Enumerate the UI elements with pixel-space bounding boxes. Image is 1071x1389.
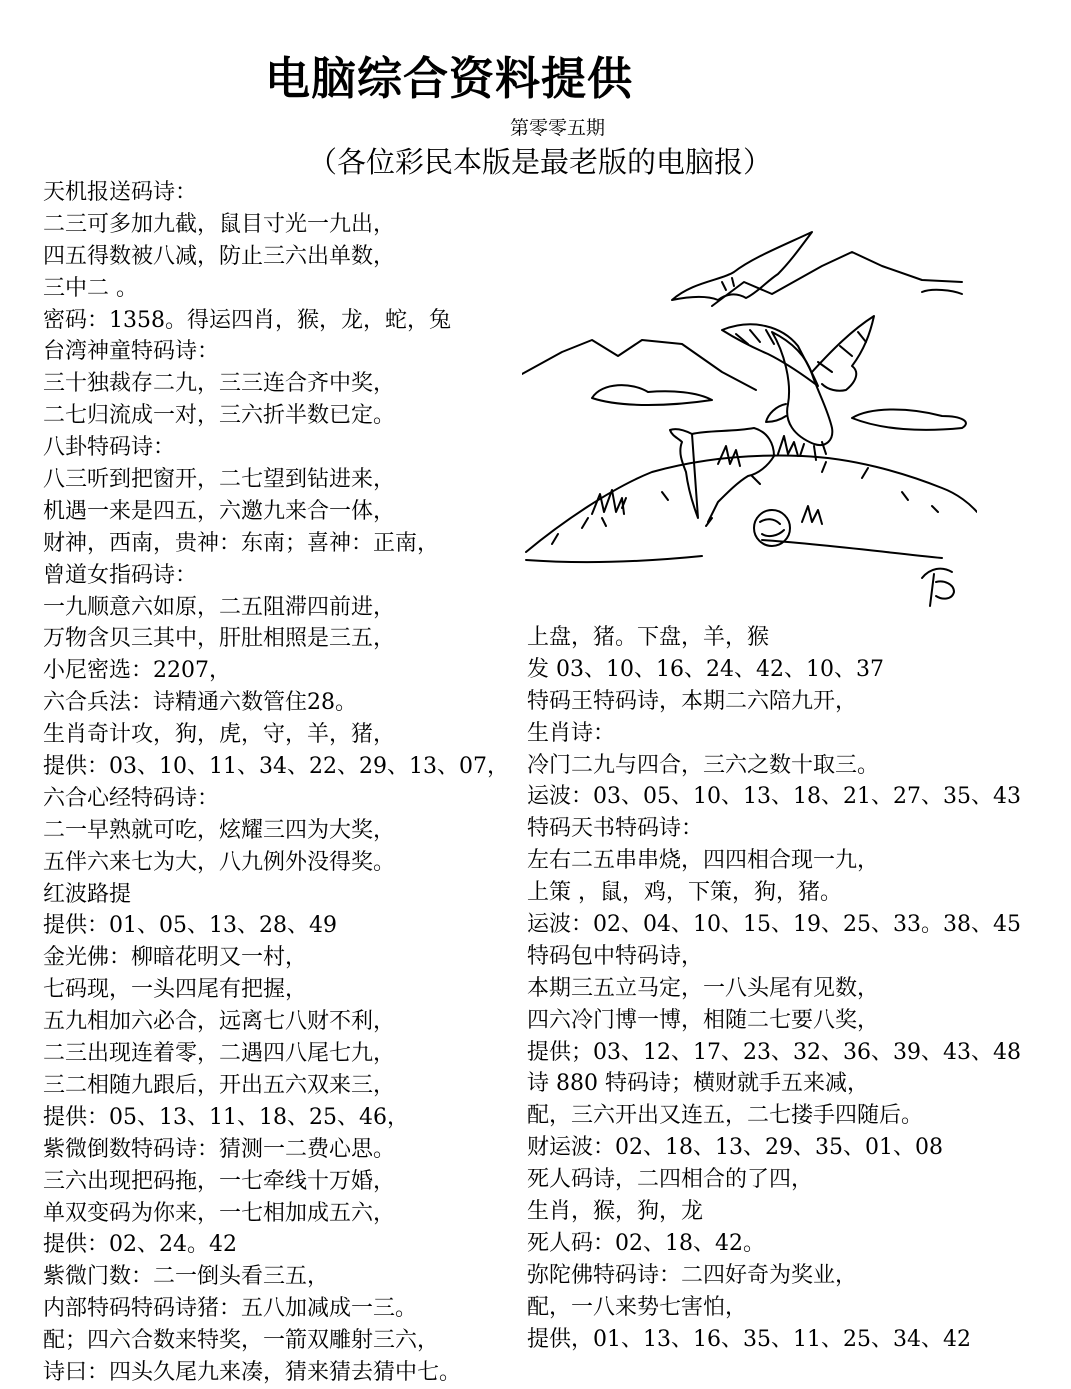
left-column-line: 金光佛：柳暗花明又一村， bbox=[43, 945, 308, 971]
right-column-line: 配，三六开出又连五，二七搂手四随后。 bbox=[527, 1103, 924, 1129]
left-column-line: 财神，西南，贵神：东南；喜神：正南， bbox=[43, 530, 440, 556]
right-column-line: 提供，01、13、16、35、11、25、34、42 bbox=[527, 1326, 971, 1352]
left-column-line: 一九顺意六如原，二五阻滞四前进， bbox=[43, 594, 396, 620]
artist-signature bbox=[922, 569, 954, 606]
cloud-right bbox=[852, 410, 966, 430]
left-column-line: 四五得数被八减，防止三六出单数， bbox=[43, 243, 396, 269]
issue-number: 第零零五期 bbox=[510, 117, 606, 139]
right-column-line: 特码天书特码诗： bbox=[527, 816, 704, 842]
left-column-line: 提供：01、05、13、28、49 bbox=[43, 913, 337, 939]
right-column-line: 运波：03、05、10、13、18、21、27、35、43 bbox=[527, 784, 1021, 810]
bat bbox=[672, 232, 812, 300]
left-column-line: 六合心经特码诗： bbox=[43, 785, 220, 811]
left-column-line: 台湾神童特码诗： bbox=[43, 339, 220, 365]
right-column-line: 特码王特码诗，本期二六陪九开， bbox=[527, 688, 858, 714]
left-column-line: 三十独裁存二九，三三连合齐中奖， bbox=[43, 371, 396, 397]
right-column-line: 财运波：02、18、13、29、35、01、08 bbox=[527, 1135, 943, 1161]
right-column-line: 死人码：02、18、42。 bbox=[527, 1230, 765, 1256]
left-column-line: 二三可多加九截，鼠目寸光一九出， bbox=[43, 211, 396, 237]
right-column-line: 左右二五串串烧，四四相合现一九， bbox=[527, 848, 880, 874]
right-column-line: 配，一八来势七害怕， bbox=[527, 1294, 748, 1320]
eagle-bat-illustration bbox=[522, 222, 977, 614]
right-column-line: 生肖，猴，狗，龙 bbox=[527, 1199, 704, 1225]
right-column-line: 上策 ，鼠，鸡，下策，狗，猪。 bbox=[527, 880, 842, 906]
left-column-line: 生肖奇计攻，狗，虎，守，羊，猪， bbox=[43, 722, 396, 748]
right-column-line: 运波：02、04、10、15、19、25、33。38、45 bbox=[527, 912, 1021, 938]
right-column-line: 上盘，猪。下盘，羊，猴 bbox=[527, 625, 770, 650]
right-column-line: 提供；03、12、17、23、32、36、39、43、48 bbox=[527, 1039, 1021, 1065]
left-column-line: 诗曰：四头久尾九来凑，猜来猜去猜中七。 bbox=[43, 1359, 462, 1385]
right-column-line: 发 03、10、16、24、42、10、37 bbox=[527, 656, 884, 682]
left-column-line: 红波路提 bbox=[43, 881, 132, 907]
left-column-line: 万物含贝三其中，肝肚相照是三五， bbox=[43, 626, 396, 652]
left-column-line: 天机报送码诗： bbox=[43, 180, 198, 205]
eagle-head bbox=[766, 404, 786, 422]
mountain-range-left bbox=[522, 340, 756, 390]
right-column-line: 本期三五立马定，一八头尾有见数， bbox=[527, 975, 880, 1001]
left-column-line: 三中二 。 bbox=[43, 275, 138, 301]
wolf bbox=[670, 428, 774, 522]
page-title: 电脑综合资料提供 bbox=[265, 52, 634, 105]
left-column-line: 小尼密选：2207， bbox=[43, 658, 231, 684]
left-column-line: 内部特码特码诗猪：五八加减成一三。 bbox=[43, 1296, 418, 1322]
cloud-left bbox=[592, 385, 712, 405]
left-column-line: 单双变码为你来，一七相加成五六， bbox=[43, 1200, 396, 1226]
left-column-line: 曾道女指码诗： bbox=[43, 562, 198, 588]
left-column-line: 三二相随九跟后，开出五六双来三， bbox=[43, 1072, 396, 1098]
right-column-line: 诗 880 特码诗；横财就手五来减， bbox=[527, 1071, 869, 1097]
left-text-column bbox=[43, 177, 513, 1389]
right-column-line: 特码包中特码诗， bbox=[527, 943, 704, 969]
left-column-line: 三六出现把码拖，一七牵线十万婚， bbox=[43, 1168, 396, 1194]
left-column-line: 紫微门数：二一倒头看三五， bbox=[43, 1264, 330, 1290]
left-column-line: 二一早熟就可吃，炫耀三四为大奖， bbox=[43, 817, 396, 843]
left-column-line: 配；四六合数来特奖，一箭双雕射三六， bbox=[43, 1328, 440, 1354]
left-column-line: 五九相加六必合，远离七八财不利， bbox=[43, 1009, 396, 1035]
left-column-line: 二七归流成一对，三六折半数已定。 bbox=[43, 403, 396, 429]
left-column-line: 六合兵法：诗精通六数管住28。 bbox=[43, 690, 357, 716]
left-column-line: 提供：02、24。42 bbox=[43, 1232, 237, 1258]
left-column-line: 密码：1358。得运四肖，猴，龙，蛇，兔 bbox=[43, 307, 451, 333]
hill bbox=[526, 456, 977, 552]
eagle-body bbox=[772, 332, 832, 445]
right-column-line: 生肖诗： bbox=[527, 720, 616, 746]
right-column-line: 冷门二九与四合，三六之数十取三。 bbox=[527, 752, 880, 778]
left-column-line: 八三听到把窗开，二七望到钻进来， bbox=[43, 467, 396, 493]
left-column-line: 七码现，一头四尾有把握， bbox=[43, 977, 308, 1003]
right-column-line: 弥陀佛特码诗：二四好奇为奖业， bbox=[527, 1262, 858, 1288]
left-column-line: 机遇一来是四五，六邀九来合一体， bbox=[43, 498, 396, 524]
left-column-line: 五伴六来七为大，八九例外没得奖。 bbox=[43, 849, 396, 875]
right-text-column bbox=[527, 622, 1047, 1355]
eagle-wing-right bbox=[812, 316, 874, 391]
right-column-line: 四六冷门博一博，相随二七要八奖， bbox=[527, 1007, 880, 1033]
left-column-line: 二三出现连着零，二遇四八尾七九， bbox=[43, 1041, 396, 1067]
left-column-line: 八卦特码诗： bbox=[43, 435, 176, 461]
left-column-line: 紫微倒数特码诗：猜测一二费心思。 bbox=[43, 1136, 396, 1162]
page-subtitle: （各位彩民本版是最老版的电脑报） bbox=[308, 145, 773, 179]
right-column-line: 死人码诗，二四相合的了四， bbox=[527, 1167, 814, 1193]
left-column-line: 提供：05、13、11、18、25、46， bbox=[43, 1104, 409, 1130]
mountain-range-right bbox=[712, 252, 962, 306]
left-column-line: 提供：03、10、11、34、22、29、13、07， bbox=[43, 754, 509, 780]
